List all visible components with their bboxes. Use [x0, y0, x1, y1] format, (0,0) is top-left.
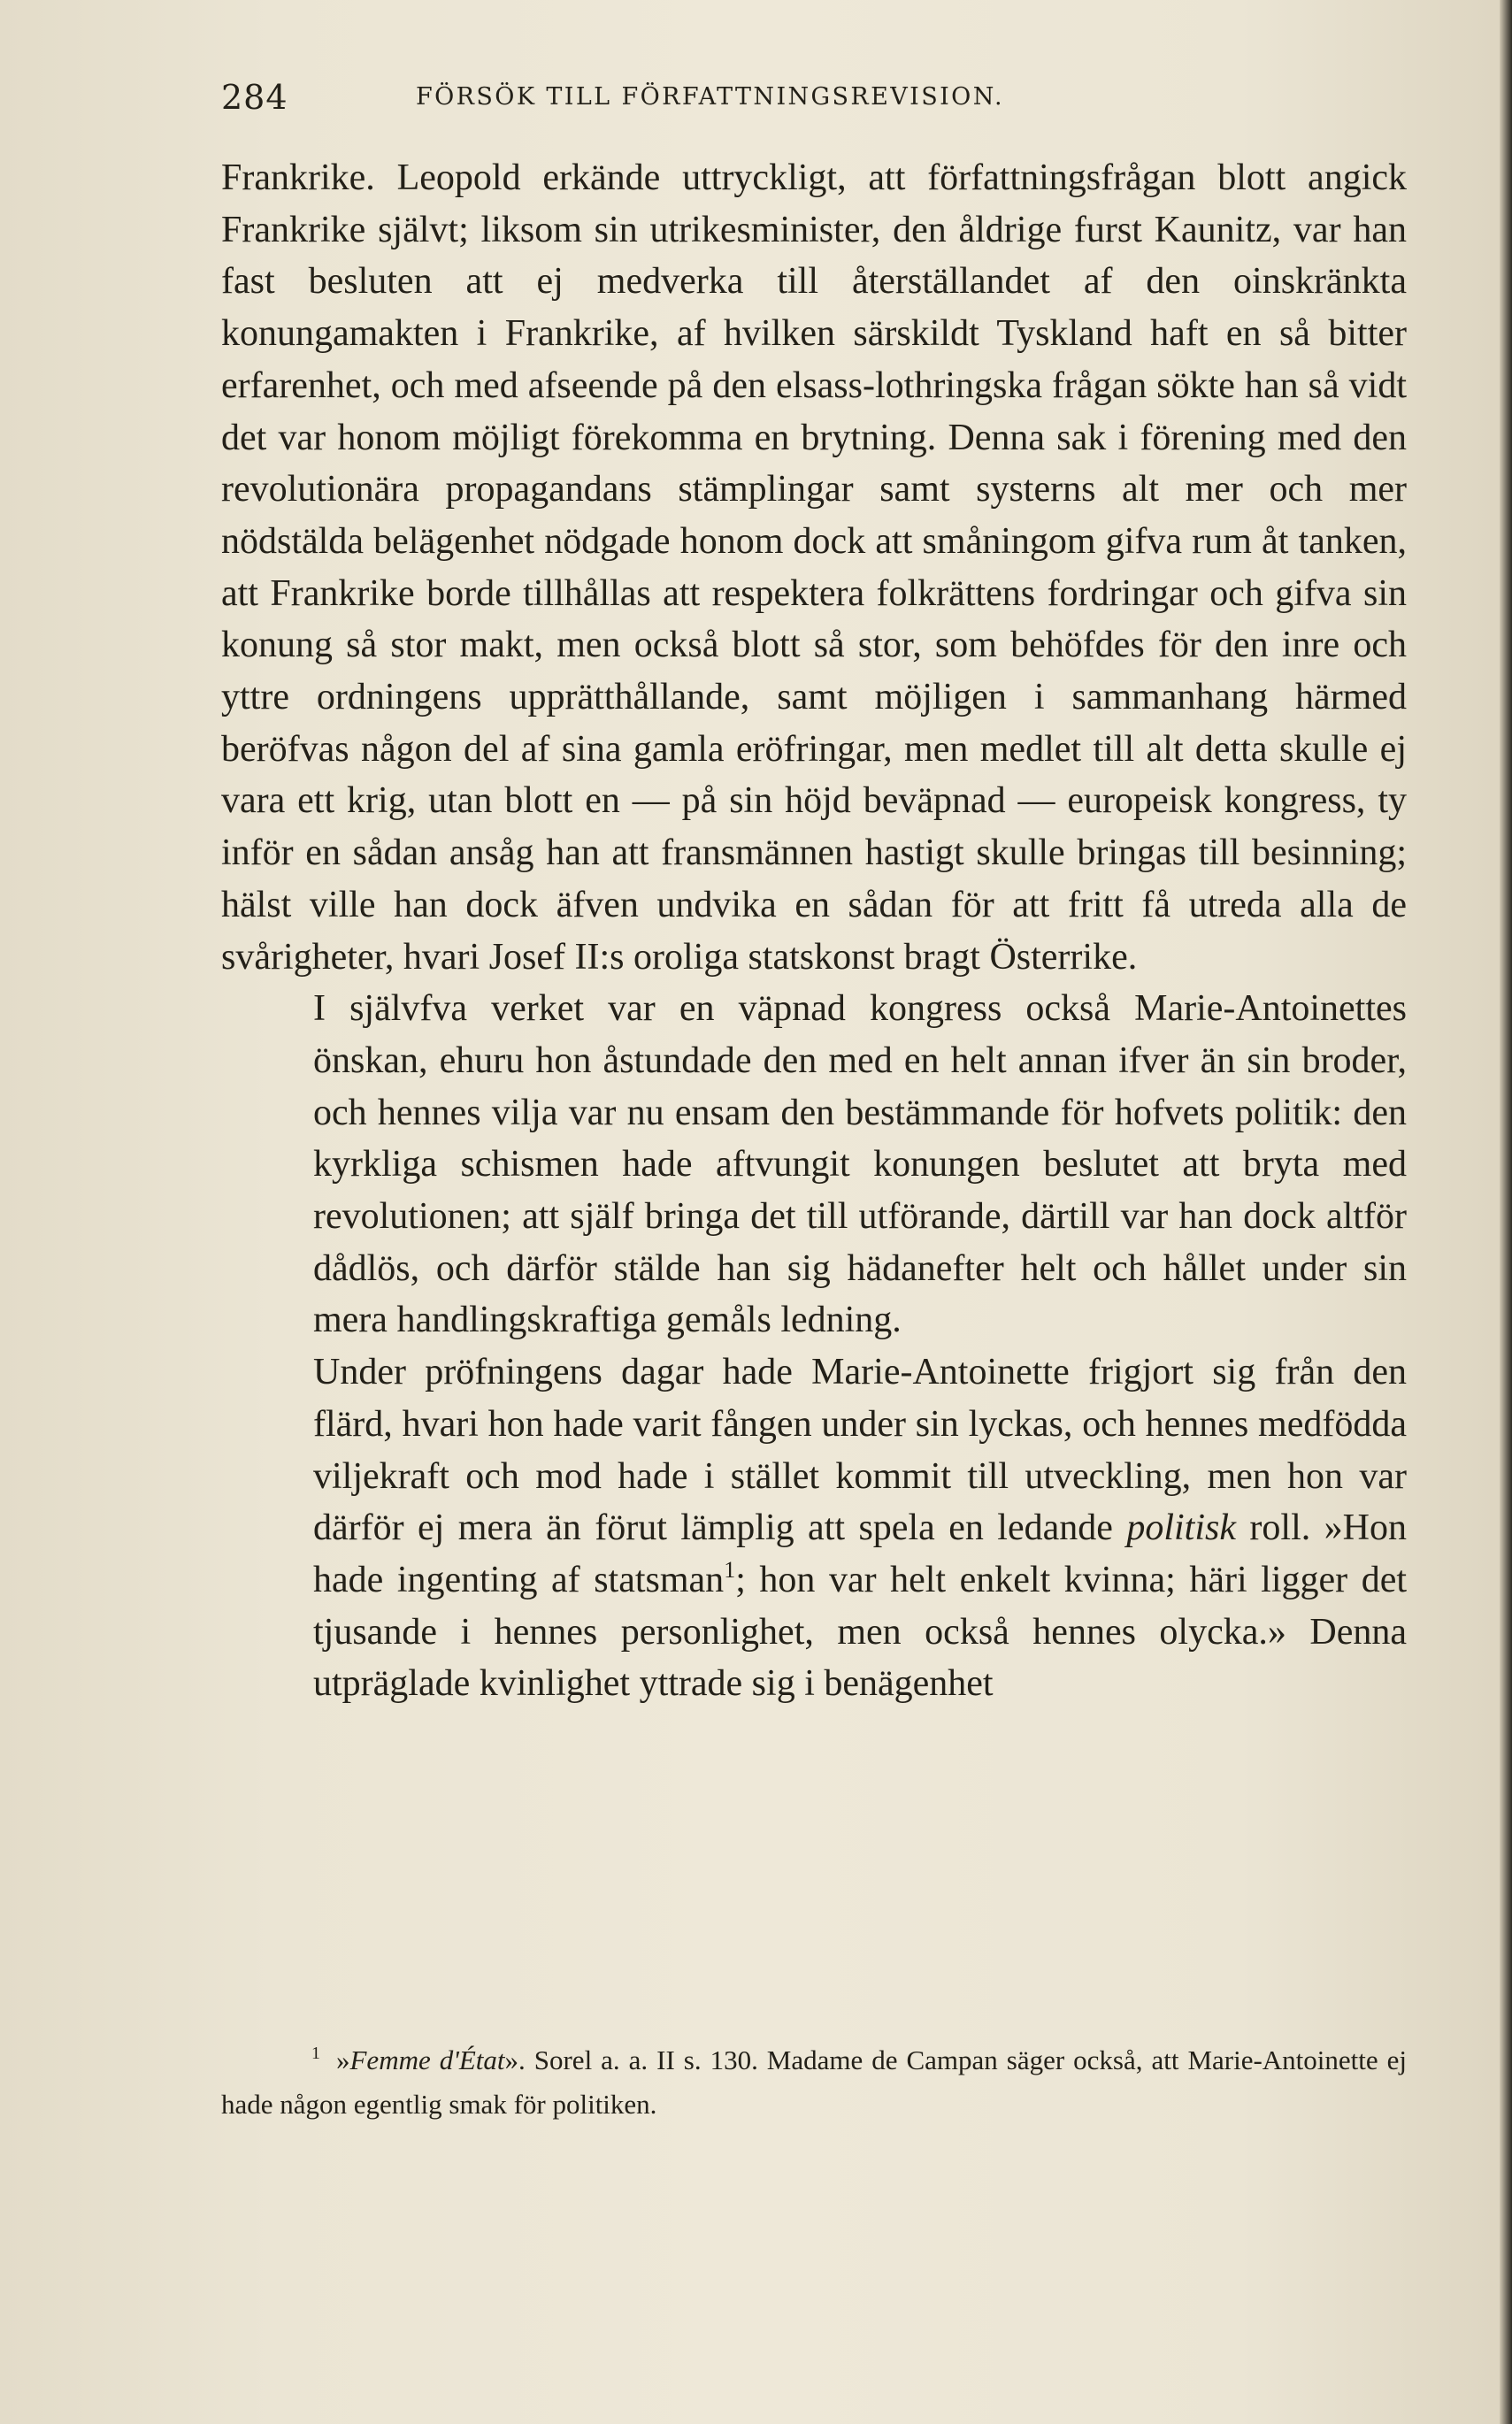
paragraph-1: Frankrike. Leopold erkände uttryckligt, att författningsfrågan blott angick Frankrike självt; liksom sin utrikesminister, den åldrige furst Kaunitz, var han fast besluten att ej medverka till återställandet af den oinskränkta konungamakten i Frankrike, af hvilken särskildt Tyskland haft en så bitter erfarenhet, och med afseende på den elsass-lothringska frågan sökte han så vidt det var honom möjligt förekomma en brytning. Denna sak i förening med den revolutionära propagandans stämplingar samt systerns alt mer och mer nödstälda belägenhet nödgade honom dock att småningom gifva rum åt tanken, att Frankrike borde tillhållas att respektera folkrättens fordringar och gifva sin konung så stor makt, men också blott så stor, som behöfdes för den inre och yttre ordningens upprätthållande, samt möjligen i sammanhang härmed beröfvas någon del af sina gamla eröfringar, men medlet till alt detta skulle ej vara ett krig, utan blott en — på sin höjd beväpnad — europeisk kongress, ty inför en sådan ansåg han att fransmännen hastigt skulle bringas till besinning; hälst ville han dock äfven undvika en sådan för att fritt få utreda alla de svårigheter, hvari Josef II:s oroliga statskonst bragt Österrike. [221, 157, 1407, 978]
footnote-marker: 1 [724, 1556, 736, 1583]
paragraph-3 [221, 1346, 1407, 1710]
footnotes [221, 2038, 1407, 2127]
footnote-quote-open: » [336, 2044, 350, 2075]
paragraph-3-text-after: roll. »Hon hade ingenting af statsman [313, 1507, 1408, 1600]
footnote-1: 1 »Femme d'État». Sorel a. a. II s. 130. Madame de Campan säger också, att Marie-Antoinette ej hade någon egentlig smak för politiken. [221, 2044, 1407, 2120]
paragraph-3-text-before: Under pröfningens dagar hade Marie-Antoinette frigjort sig från den flärd, hvari hon hade varit fången under sin lyckas, och hennes medfödda viljekraft och mod hade i stället kommit till utveckling, men hon var därför ej mera än förut lämplig att spela en ledande [313, 1352, 1407, 1549]
page-header [221, 73, 1407, 122]
paragraph-2: I självfva verket var en väpnad kongress också Marie-Antoinettes önskan, ehuru hon åstundade den med en helt annan ifver än sin broder, och hennes vilja var nu ensam den bestämmande för hofvets politik: den kyrkliga schismen hade aftvungit konungen beslutet att bryta med revolutionen; att själf bringa det till utförande, därtill var han dock altför dådlös, och därför stälde han sig hädanefter helt och hållet under sin mera handlingskraftiga gemåls ledning. [313, 988, 1407, 1341]
politisk-emphasis: politisk [1126, 1507, 1236, 1549]
paragraph-3-text-rest: ; hon var helt enkelt kvinna; häri ligger det tjusande i hennes personlighet, men också hennes olycka.» Denna utpräglade kvinlighet yttrade sig i benägenhet [313, 1559, 1408, 1705]
running-head: FÖRSÖK TILL FÖRFATTNINGSREVISION. [416, 83, 1004, 111]
footnote-quote-close: ». [504, 2044, 526, 2075]
page-number: 284 [221, 78, 288, 117]
footnote-quote-italic: Femme d'État [349, 2044, 505, 2075]
footnote-rule [221, 2026, 1407, 2027]
footnote-text: Sorel a. a. II s. 130. Madame de Campan säger också, att Marie-Antoinette ej hade någon egentlig smak för politiken. [221, 2044, 1407, 2120]
page-edge-shadow [1500, 0, 1512, 2424]
body-text [221, 152, 1407, 1710]
